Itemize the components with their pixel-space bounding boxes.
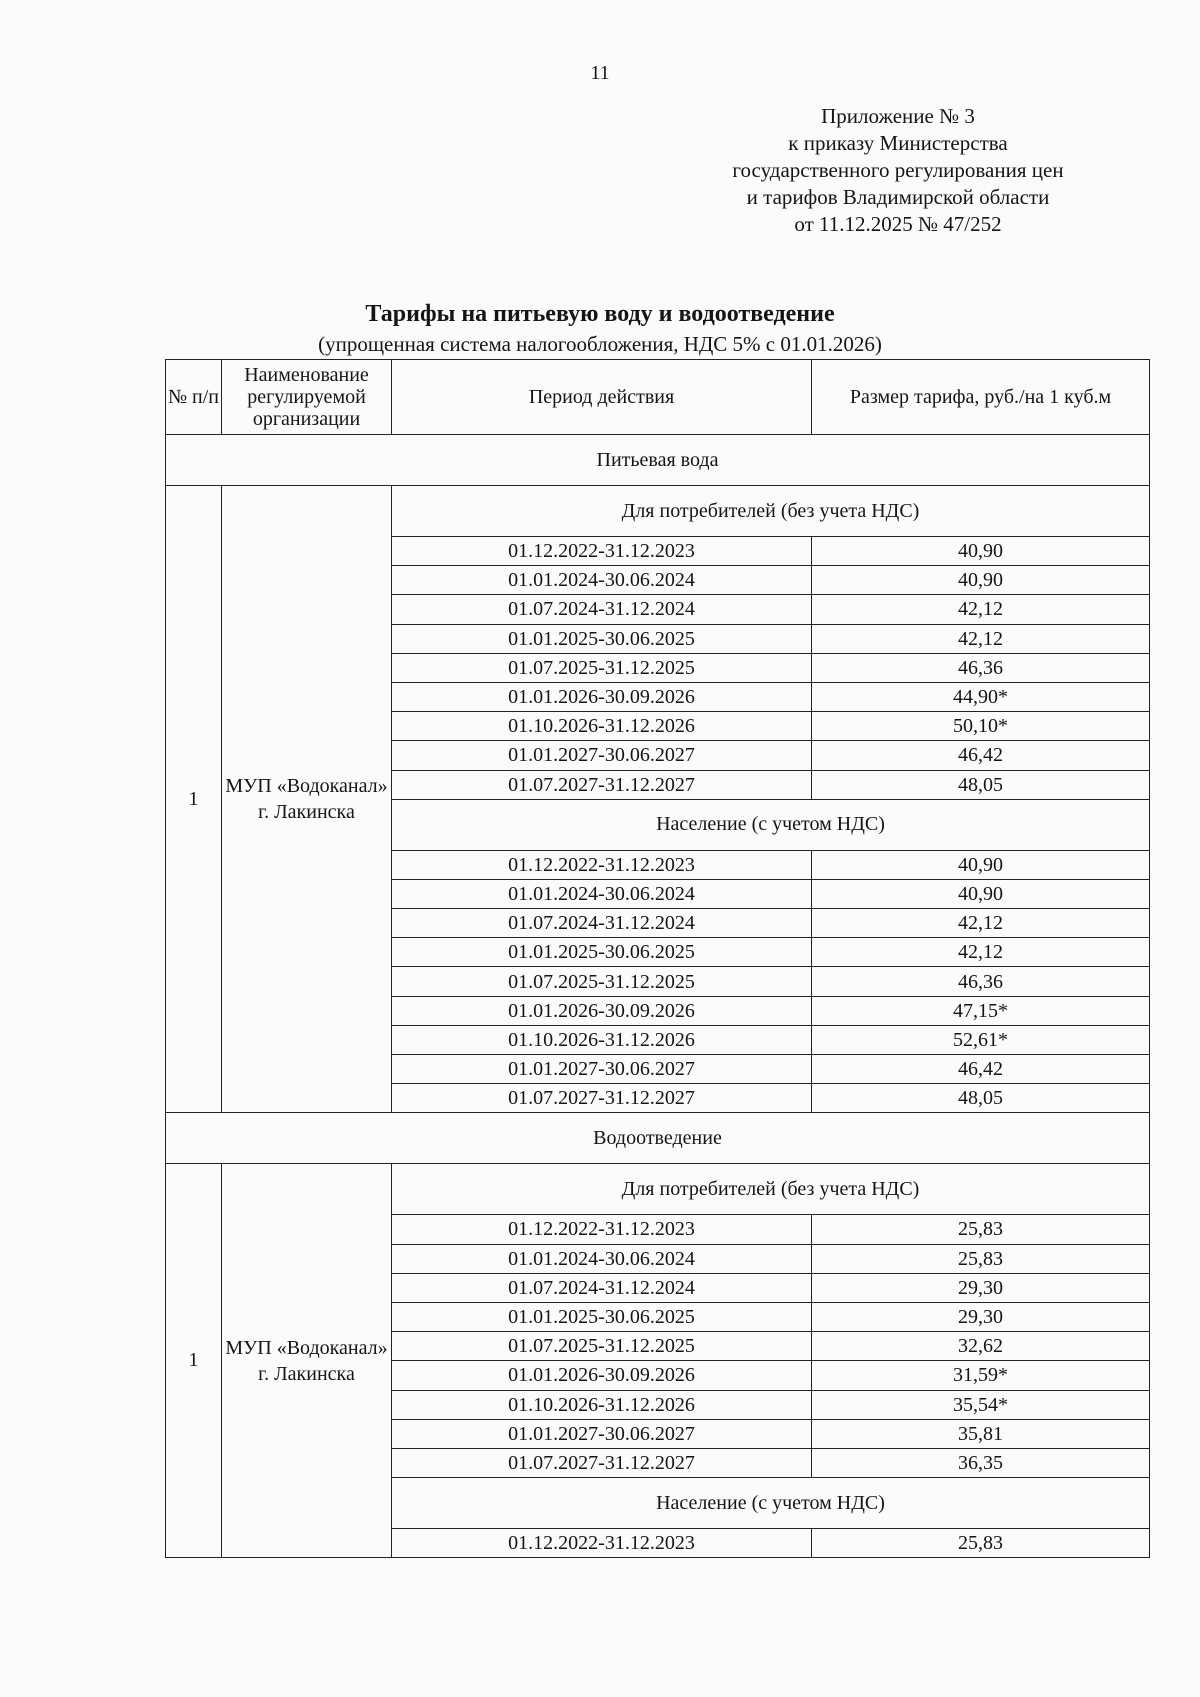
tariff-cell: 46,36 <box>812 653 1150 682</box>
group-row <box>166 1164 1150 1215</box>
period-cell: 01.10.2026-31.12.2026 <box>392 712 812 741</box>
tariff-cell: 42,12 <box>812 909 1150 938</box>
period-cell: 01.10.2026-31.12.2026 <box>392 1390 812 1419</box>
tariff-cell: 29,30 <box>812 1273 1150 1302</box>
tariff-cell: 35,81 <box>812 1419 1150 1448</box>
table-header-row <box>166 360 1150 435</box>
tariff-cell: 36,35 <box>812 1448 1150 1477</box>
appendix-line: и тарифов Владимирской области <box>746 185 1050 209</box>
period-cell: 01.01.2026-30.09.2026 <box>392 1361 812 1390</box>
document-subtitle: (упрощенная система налогообложения, НДС 5% с 01.01.2026) <box>318 332 882 356</box>
appendix-line: Приложение № 3 <box>821 104 975 128</box>
period-cell: 01.01.2024-30.06.2024 <box>392 566 812 595</box>
tariff-cell: 40,90 <box>812 850 1150 879</box>
period-cell: 01.01.2025-30.06.2025 <box>392 1302 812 1331</box>
appendix-header <box>668 103 1128 238</box>
tariff-cell: 48,05 <box>812 770 1150 799</box>
tariff-cell: 48,05 <box>812 1084 1150 1113</box>
header-num: № п/п <box>166 360 222 435</box>
section-row <box>166 435 1150 486</box>
tariff-cell: 32,62 <box>812 1332 1150 1361</box>
tariff-cell: 44,90* <box>812 682 1150 711</box>
group-title: Население (с учетом НДС) <box>392 799 1150 850</box>
period-cell: 01.12.2022-31.12.2023 <box>392 850 812 879</box>
period-cell: 01.01.2024-30.06.2024 <box>392 1244 812 1273</box>
period-cell: 01.07.2027-31.12.2027 <box>392 770 812 799</box>
header-tariff: Размер тарифа, руб./на 1 куб.м <box>812 360 1150 435</box>
row-number: 1 <box>166 1164 222 1558</box>
tariff-cell: 29,30 <box>812 1302 1150 1331</box>
period-cell: 01.07.2025-31.12.2025 <box>392 653 812 682</box>
period-cell: 01.01.2024-30.06.2024 <box>392 879 812 908</box>
tariff-cell: 25,83 <box>812 1529 1150 1558</box>
tariff-cell: 40,90 <box>812 566 1150 595</box>
period-cell: 01.07.2024-31.12.2024 <box>392 909 812 938</box>
period-cell: 01.01.2026-30.09.2026 <box>392 996 812 1025</box>
period-cell: 01.07.2025-31.12.2025 <box>392 1332 812 1361</box>
period-cell: 01.07.2027-31.12.2027 <box>392 1448 812 1477</box>
period-cell: 01.01.2027-30.06.2027 <box>392 1055 812 1084</box>
period-cell: 01.07.2024-31.12.2024 <box>392 595 812 624</box>
period-cell: 01.01.2026-30.09.2026 <box>392 682 812 711</box>
period-cell: 01.01.2025-30.06.2025 <box>392 938 812 967</box>
tariff-cell: 52,61* <box>812 1025 1150 1054</box>
header-period: Период действия <box>392 360 812 435</box>
tariff-table-body <box>166 360 1150 1558</box>
document-title: Тарифы на питьевую воду и водоотведение <box>365 301 835 327</box>
tariff-cell: 31,59* <box>812 1361 1150 1390</box>
row-number: 1 <box>166 486 222 1113</box>
period-cell: 01.01.2027-30.06.2027 <box>392 741 812 770</box>
period-cell: 01.07.2024-31.12.2024 <box>392 1273 812 1302</box>
tariff-cell: 25,83 <box>812 1244 1150 1273</box>
organization-name: МУП «Водоканал» г. Лакинска <box>222 486 392 1113</box>
tariff-cell: 47,15* <box>812 996 1150 1025</box>
organization-name: МУП «Водоканал» г. Лакинска <box>222 1164 392 1558</box>
section-row <box>166 1113 1150 1164</box>
tariff-cell: 40,90 <box>812 537 1150 566</box>
tariff-cell: 50,10* <box>812 712 1150 741</box>
period-cell: 01.12.2022-31.12.2023 <box>392 537 812 566</box>
tariff-cell: 42,12 <box>812 938 1150 967</box>
section-title: Водоотведение <box>166 1113 1150 1164</box>
tariff-cell: 46,42 <box>812 1055 1150 1084</box>
period-cell: 01.10.2026-31.12.2026 <box>392 1025 812 1054</box>
tariff-cell: 42,12 <box>812 624 1150 653</box>
period-cell: 01.12.2022-31.12.2023 <box>392 1529 812 1558</box>
tariff-cell: 35,54* <box>812 1390 1150 1419</box>
period-cell: 01.07.2025-31.12.2025 <box>392 967 812 996</box>
section-title: Питьевая вода <box>166 435 1150 486</box>
group-row <box>166 486 1150 537</box>
period-cell: 01.01.2027-30.06.2027 <box>392 1419 812 1448</box>
page-number: 11 <box>590 62 610 84</box>
tariff-cell: 25,83 <box>812 1215 1150 1244</box>
tariff-cell: 46,36 <box>812 967 1150 996</box>
group-title: Для потребителей (без учета НДС) <box>392 1164 1150 1215</box>
group-title: Для потребителей (без учета НДС) <box>392 486 1150 537</box>
period-cell: 01.12.2022-31.12.2023 <box>392 1215 812 1244</box>
header-organization: Наименование регулируемой организации <box>222 360 392 435</box>
tariff-cell: 40,90 <box>812 879 1150 908</box>
tariff-cell: 46,42 <box>812 741 1150 770</box>
group-title: Население (с учетом НДС) <box>392 1478 1150 1529</box>
appendix-line: к приказу Министерства <box>788 131 1008 155</box>
tariff-cell: 42,12 <box>812 595 1150 624</box>
appendix-line: государственного регулирования цен <box>732 158 1064 182</box>
appendix-line: от 11.12.2025 № 47/252 <box>794 212 1002 236</box>
period-cell: 01.01.2025-30.06.2025 <box>392 624 812 653</box>
tariff-table <box>165 359 1150 1558</box>
period-cell: 01.07.2027-31.12.2027 <box>392 1084 812 1113</box>
